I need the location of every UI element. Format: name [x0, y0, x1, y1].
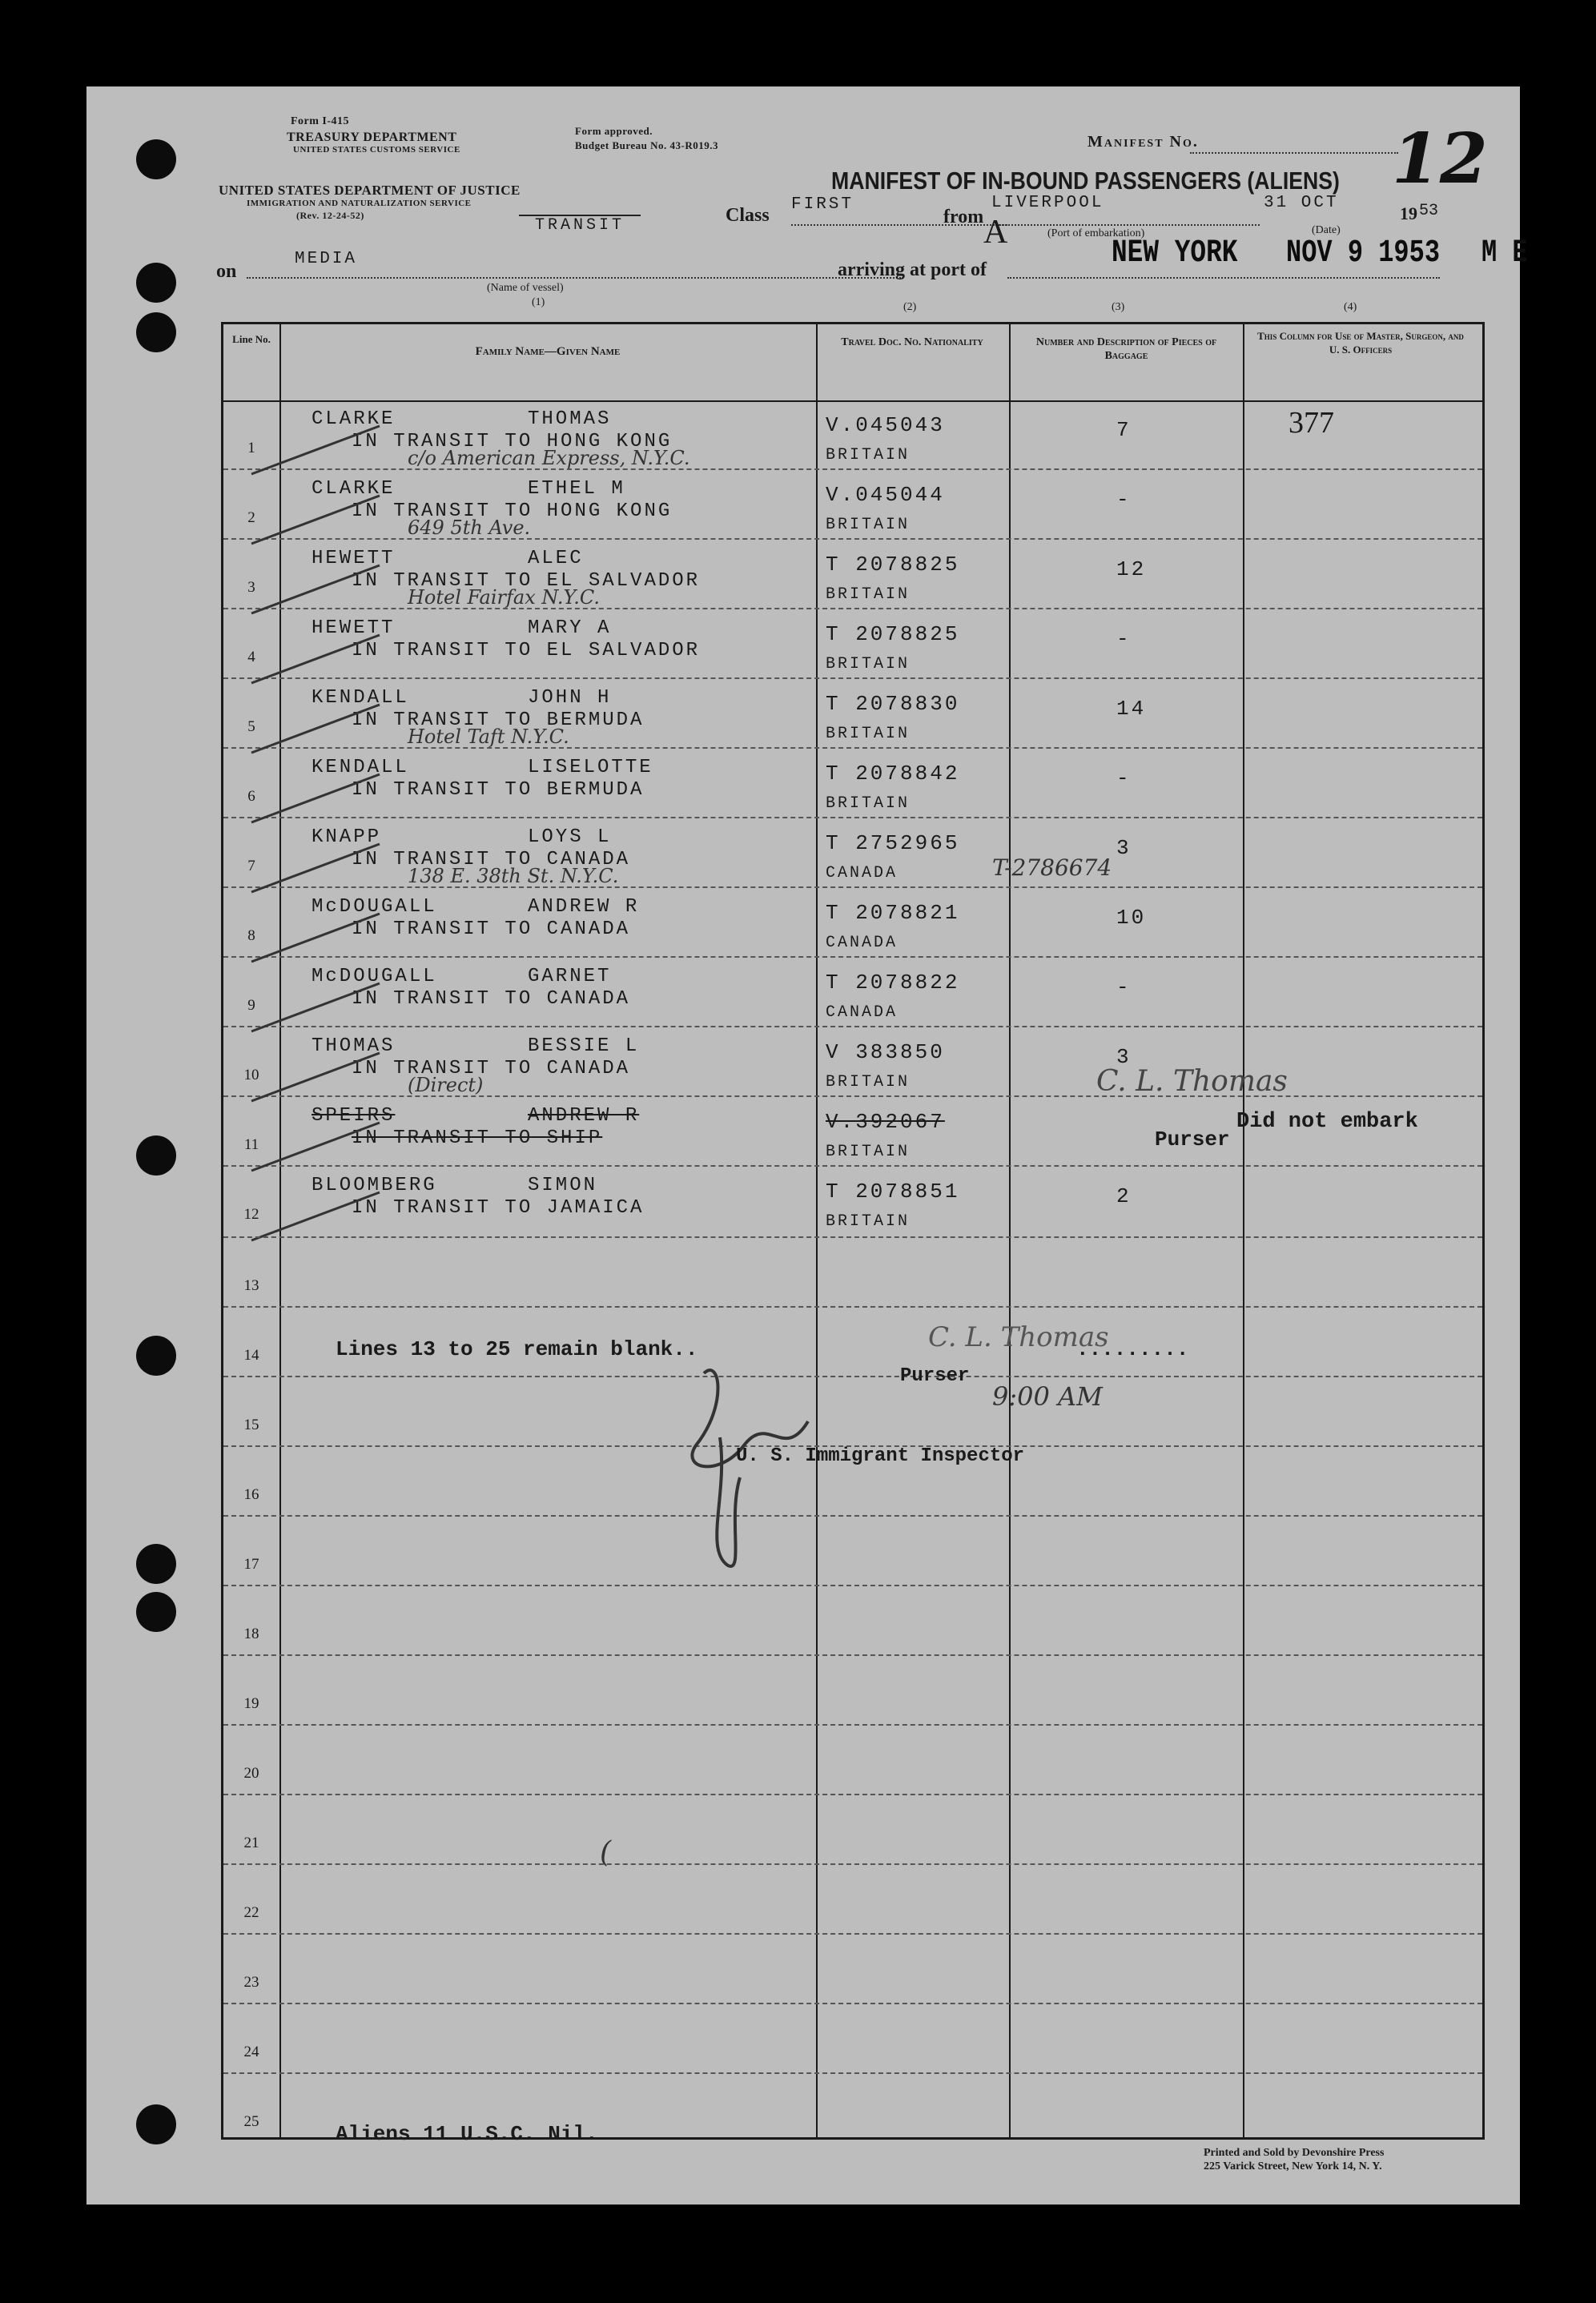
table-row	[223, 679, 1482, 749]
manifest-table	[221, 322, 1485, 2146]
handwritten-address: 138 E. 38th St. N.Y.C.	[408, 865, 619, 887]
line-number: 12	[243, 1206, 259, 1223]
family-name: KENDALL	[312, 687, 409, 709]
table-row	[223, 749, 1482, 818]
nationality: BRITAIN	[826, 446, 911, 464]
blank-note-dots: .........	[1076, 1337, 1189, 1361]
transit-destination: IN TRANSIT TO BERMUDA	[352, 709, 645, 731]
baggage-count: 2	[1116, 1184, 1132, 1208]
punch-hole	[136, 139, 176, 179]
transit-destination: IN TRANSIT TO CANADA	[352, 918, 631, 940]
col4-number: (4)	[1344, 301, 1357, 313]
handwritten-address: 649 5th Ave.	[408, 516, 531, 539]
blank-note: Lines 13 to 25 remain blank..	[336, 1337, 698, 1361]
baggage-count: -	[1116, 488, 1132, 512]
blank-row	[223, 1794, 1482, 1865]
nationality: BRITAIN	[826, 516, 911, 534]
given-name: ALEC	[528, 548, 584, 569]
transit-destination: IN TRANSIT TO HONG KONG	[352, 500, 673, 522]
given-name: ANDREW R	[528, 1105, 640, 1127]
form-number: Form I-415	[291, 115, 350, 127]
manifest-no-hand: 12	[1392, 119, 1488, 199]
officer-entry: Did not embark	[1236, 1110, 1418, 1134]
line-number: 3	[247, 579, 255, 596]
punch-hole	[136, 263, 176, 303]
line-number: 20	[243, 1765, 259, 1782]
punch-hole	[136, 1592, 176, 1632]
baggage-count: 7	[1116, 418, 1132, 442]
punch-hole	[136, 1336, 176, 1376]
manifest-sheet	[86, 86, 1528, 2205]
given-name: MARY A	[528, 617, 612, 639]
line-number: 19	[243, 1695, 259, 1712]
line-number: 7	[247, 858, 255, 874]
given-name: BESSIE L	[528, 1035, 640, 1057]
footer-note: Aliens 11 U.S.C. Nil.	[336, 2122, 598, 2146]
arriving-label: arriving at port of	[838, 259, 987, 280]
travel-doc-number: T 2078822	[826, 971, 960, 995]
handwritten-address: Hotel Fairfax N.Y.C.	[408, 586, 600, 609]
family-name: CLARKE	[312, 408, 396, 430]
baggage-count: 12	[1116, 557, 1147, 581]
transit-destination: IN TRANSIT TO CANADA	[352, 849, 631, 870]
family-name: THOMAS	[312, 1035, 396, 1057]
printer-line-1: Printed and Sold by Devonshire Press	[1204, 2147, 1385, 2159]
doj-label: UNITED STATES DEPARTMENT OF JUSTICE	[219, 183, 521, 198]
col-baggage: Number and Description of Pieces of Baggage	[1035, 336, 1217, 362]
year-prefix: 19	[1400, 203, 1417, 223]
col3-number: (3)	[1112, 301, 1125, 313]
line-number: 5	[247, 718, 255, 735]
baggage-count: 10	[1116, 906, 1147, 930]
inspector-label: U. S. Immigrant Inspector	[736, 1445, 1025, 1467]
purser-signature: C. L. Thomas	[1096, 1065, 1288, 1098]
doc-hand-correction: T-2786674	[992, 854, 1112, 881]
given-name: LOYS L	[528, 826, 612, 848]
travel-doc-number: V.045043	[826, 413, 945, 437]
given-name: ANDREW R	[528, 896, 640, 918]
line-number: 13	[243, 1277, 259, 1294]
table-row	[223, 470, 1482, 540]
manifest-title: MANIFEST OF IN-BOUND PASSENGERS (ALIENS)	[831, 167, 1340, 195]
blank-row	[223, 2003, 1482, 2074]
nationality: CANADA	[826, 864, 899, 882]
nationality: BRITAIN	[826, 655, 911, 673]
stamp-tail: M E	[1481, 235, 1528, 271]
port-embark-caption: (Port of embarkation)	[1047, 227, 1145, 239]
given-name: THOMAS	[528, 408, 612, 430]
inspector-signature	[672, 1357, 832, 1582]
line-number: 24	[243, 2044, 259, 2060]
table-row	[223, 818, 1482, 888]
port-stamp: NEW YORK	[1112, 235, 1238, 271]
family-name: SPEIRS	[312, 1105, 396, 1127]
date-value: 31 OCT	[1264, 194, 1339, 212]
punch-hole	[136, 2104, 176, 2144]
year-suffix: 53	[1419, 202, 1439, 220]
table-row	[223, 609, 1482, 679]
punch-hole	[136, 312, 176, 352]
form-approved: Form approved.	[575, 125, 653, 137]
budget-bureau: Budget Bureau No. 43-R019.3	[575, 139, 719, 151]
travel-doc-number: T 2078842	[826, 762, 960, 786]
line-number: 6	[247, 788, 255, 805]
travel-doc-number: V.392067	[826, 1110, 945, 1134]
line-number: 8	[247, 927, 255, 944]
nationality: BRITAIN	[826, 1073, 911, 1091]
transit-destination: IN TRANSIT TO BERMUDA	[352, 779, 645, 801]
transit-destination: IN TRANSIT TO SHIP	[352, 1127, 603, 1149]
nationality: BRITAIN	[826, 1212, 911, 1231]
on-label: on	[216, 261, 237, 282]
col2-number: (2)	[903, 301, 917, 313]
family-name: KNAPP	[312, 826, 382, 848]
purser-label-2: Purser	[900, 1365, 970, 1387]
travel-doc-number: V 383850	[826, 1040, 945, 1064]
nationality: BRITAIN	[826, 725, 911, 743]
family-name: McDOUGALL	[312, 896, 437, 918]
table-row	[223, 1167, 1482, 1236]
ins-label: IMMIGRATION AND NATURALIZATION SERVICE	[247, 199, 472, 208]
line-number: 10	[243, 1067, 259, 1083]
blank-row	[223, 1376, 1482, 1447]
line-number: 15	[243, 1417, 259, 1433]
line-number: 21	[243, 1835, 259, 1851]
date-caption: (Date)	[1312, 224, 1341, 236]
baggage-count: -	[1116, 975, 1132, 999]
blank-row	[223, 1654, 1482, 1726]
printer-line-2: 225 Varick Street, New York 14, N. Y.	[1204, 2160, 1382, 2172]
family-name: HEWETT	[312, 548, 396, 569]
purser-label: Purser	[1155, 1127, 1230, 1152]
punch-hole	[136, 1544, 176, 1584]
punch-hole	[136, 1135, 176, 1176]
transit-destination: IN TRANSIT TO JAMAICA	[352, 1197, 645, 1219]
travel-doc-number: T 2752965	[826, 831, 960, 855]
line-number: 23	[243, 1974, 259, 1991]
transit-destination: IN TRANSIT TO CANADA	[352, 988, 631, 1010]
vessel-value: MEDIA	[295, 250, 358, 268]
blank-row	[223, 1724, 1482, 1795]
handwritten-address: (Direct)	[408, 1074, 484, 1096]
treasury-dept: TREASURY DEPARTMENT	[287, 131, 457, 144]
rev-label: (Rev. 12-24-52)	[296, 210, 364, 221]
date-stamp: NOV 9 1953	[1286, 235, 1441, 271]
manifest-no-label: Manifest No.	[1087, 133, 1199, 151]
family-name: BLOOMBERG	[312, 1175, 437, 1196]
given-name: ETHEL M	[528, 478, 625, 500]
stamp-a: A	[983, 214, 1008, 251]
vessel-caption: (Name of vessel)	[487, 282, 564, 294]
family-name: CLARKE	[312, 478, 396, 500]
col-line-no: Line No.	[232, 333, 271, 345]
baggage-count: -	[1116, 627, 1132, 651]
line-number: 17	[243, 1556, 259, 1573]
nationality: BRITAIN	[826, 1143, 911, 1161]
line-number: 4	[247, 649, 255, 665]
given-name: LISELOTTE	[528, 757, 653, 778]
baggage-count: 3	[1116, 836, 1132, 860]
col-name: Family Name—Given Name	[475, 345, 621, 358]
baggage-count: 14	[1116, 697, 1147, 721]
nationality: BRITAIN	[826, 585, 911, 604]
blank-row	[223, 1585, 1482, 1656]
family-name: KENDALL	[312, 757, 409, 778]
nationality: CANADA	[826, 934, 899, 952]
table-row	[223, 958, 1482, 1027]
line-number: 2	[247, 509, 255, 526]
line-number: 11	[243, 1136, 259, 1153]
line-number: 1	[247, 440, 255, 456]
line-number: 25	[243, 2113, 259, 2130]
nationality: CANADA	[826, 1003, 899, 1022]
family-name: McDOUGALL	[312, 966, 437, 987]
transit-destination: IN TRANSIT TO HONG KONG	[352, 431, 673, 452]
line-number: 22	[243, 1904, 259, 1921]
class-label: Class	[726, 205, 770, 226]
class-value: FIRST	[791, 195, 854, 214]
col-travel-doc: Travel Doc. No. Nationality	[841, 336, 983, 348]
handwritten-address: Hotel Taft N.Y.C.	[408, 725, 569, 748]
inspector-time: 9:00 AM	[992, 1381, 1103, 1412]
blank-row	[223, 1515, 1482, 1586]
travel-doc-number: T 2078821	[826, 901, 960, 925]
given-name: SIMON	[528, 1175, 598, 1196]
travel-doc-number: T 2078825	[826, 553, 960, 577]
nationality: BRITAIN	[826, 794, 911, 813]
port-line	[1007, 277, 1440, 279]
table-row	[223, 888, 1482, 958]
line-number: 18	[243, 1626, 259, 1642]
travel-doc-number: V.045044	[826, 483, 945, 507]
table-row	[223, 1027, 1482, 1097]
transit-destination: IN TRANSIT TO EL SALVADOR	[352, 640, 701, 661]
travel-doc-number: T 2078825	[826, 622, 960, 646]
vessel-line	[247, 277, 903, 279]
blank-row	[223, 1863, 1482, 1935]
transit-destination: IN TRANSIT TO EL SALVADOR	[352, 570, 701, 592]
transit-destination: IN TRANSIT TO CANADA	[352, 1058, 631, 1079]
travel-doc-number: T 2078851	[826, 1180, 960, 1204]
col1-number: (1)	[532, 296, 545, 308]
manifest-no-line	[1190, 152, 1398, 154]
table-row	[223, 1097, 1482, 1167]
from-value: LIVERPOOL	[991, 194, 1104, 212]
handwritten-address: c/o American Express, N.Y.C.	[408, 447, 690, 469]
table-row	[223, 400, 1482, 470]
blank-row	[223, 1236, 1482, 1308]
table-row	[223, 540, 1482, 609]
line-number: 14	[243, 1347, 259, 1364]
baggage-count: 3	[1116, 1045, 1132, 1069]
blank-row	[223, 1933, 1482, 2004]
transit-label: TRANSIT	[519, 215, 641, 235]
from-line	[995, 224, 1260, 226]
given-name: JOHN H	[528, 687, 612, 709]
stray-mark: (	[600, 1836, 612, 1869]
line-number: 9	[247, 997, 255, 1014]
col-officers: This Column for Use of Master, Surgeon, and U. S. Officers	[1257, 330, 1464, 356]
officer-entry: 377	[1288, 406, 1334, 440]
customs-service: UNITED STATES CUSTOMS SERVICE	[293, 145, 460, 155]
line-number: 16	[243, 1486, 259, 1503]
purser-signature-2: C. L. Thomas	[928, 1321, 1109, 1353]
from-label: from	[943, 207, 984, 227]
travel-doc-number: T 2078830	[826, 692, 960, 716]
family-name: HEWETT	[312, 617, 396, 639]
given-name: GARNET	[528, 966, 612, 987]
baggage-count: -	[1116, 766, 1132, 790]
